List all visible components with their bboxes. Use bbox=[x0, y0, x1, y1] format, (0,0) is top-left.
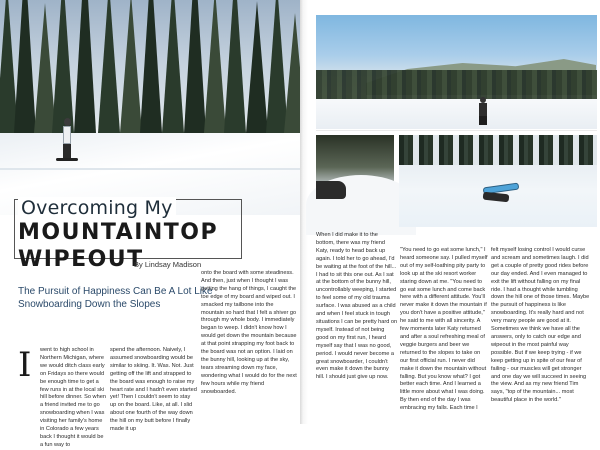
article-column-5: "You need to go eat some lunch," I heard someone say. I pulled myself out of my self-loathing pity party to look up at the ski resort worker staring down at me. "You need to go eat some lunch and come back here with a different attitude. You'll never make it down the mountain if you don't have a positive attitude," he said to me with all sincerity. A few moments later Katy returned and after a soul refreshing meal of veggie burgers and beer we returned to the slopes to take on our first official run. I never did make it down the mountain without falling. But you know what? I got better each time. And I learned a little more about what I was doing. By then end of the day I was embracing my falls. Each time I bbox=[400, 247, 488, 412]
rider-figure bbox=[476, 97, 490, 127]
boot-closeup-photo bbox=[316, 135, 394, 227]
article-column-3: onto the board with some steadiness. And then, just when I thought I was getting the hang of things, I caught the toe edge of my board and wiped out. I smacked my tailbone into the mountain so hard that I felt a shiver go through my whole body. I immediately began to weep. I didn't know how I would get down the mountain because at that point strapping my foot back to the board was not an option. I laid on the bunny hill, looking up at the sky, tears streaming down my face, wondering what I would do for the next few hours while my friend snowboarded. bbox=[201, 270, 297, 395]
title-line-2: MOUNTAINTOP bbox=[18, 220, 219, 245]
mountain-slope-photo bbox=[316, 15, 597, 129]
title-line-1: Overcoming My bbox=[18, 197, 176, 219]
snowy-forest-photo bbox=[0, 0, 300, 215]
fallen-snowboarder-photo bbox=[399, 135, 597, 227]
article-column-4: When I did make it to the bottom, there was my friend Katy, ready to head back up again. I told her to go ahead, I'd be waiting at the foot of the hill... I had to sit this one out. As I sat at the bottom of the bunny hill, uncontrollably weeping, I started to feel some of my old trauma surface. I was abused as a child and when I feel stuck in tough situations I can be pretty hard on myself. Instead of not being good on my first run, I heard myself say that I was no good, period. I would never become a great snowboarder, I couldn't even make it down the bunny hill. I should just give up now. bbox=[316, 232, 398, 381]
right-page bbox=[308, 0, 600, 424]
subtitle: The Pursuit of Happiness Can Be A Lot Like Snowboarding Down the Slopes bbox=[18, 286, 213, 310]
byline: By Lindsay Madison bbox=[134, 260, 202, 269]
article-column-6: felt myself losing control I would curse and scream and sometimes laugh. I did get a couple of pretty good rides before our day ended. And I even managed to exit the lift without falling on my final ride. I had a thought while tumbling down the hill one of those times. Maybe the pursuit of happiness is like snowboarding. It's really hard and not very many people are good at it. Sometimes we think we have all the answers, only to catch our edge and wipeout in the most painful way possible. But if we keep trying - if we keep getting up in spite of our fear of failing - our muscles will get stronger and one day we will succeed in seeing the view. And as my new friend Tim says, "top of the mountain... most beautiful place in the world." bbox=[491, 247, 590, 404]
drop-cap: I bbox=[18, 345, 32, 385]
left-page bbox=[0, 0, 300, 448]
snowboarder-figure bbox=[58, 118, 76, 162]
article-column-2: spend the afternoon. Naively, I assumed snowboarding would be similar to skiing. It. Was. Not. Just getting off the lift and strapped to the board was enough to raise my heart rate and I hadn't even started yet! Then I couldn't seem to stay up on the board. Like, at all. I slid about one fourth of the way down the hill on my butt before I finally made it up bbox=[110, 347, 197, 433]
article-column-1: went to high school in Northern Michigan, where we would ditch class early on Fridays so there would be enough time to get a few runs in at the local ski hill before dinner. So when a friend invited me to go snowboarding when I was visiting her family's home in Colorado a few years back I thought it would be a fun way to bbox=[40, 347, 106, 448]
title-line-3: WIPEOUT bbox=[18, 247, 144, 272]
